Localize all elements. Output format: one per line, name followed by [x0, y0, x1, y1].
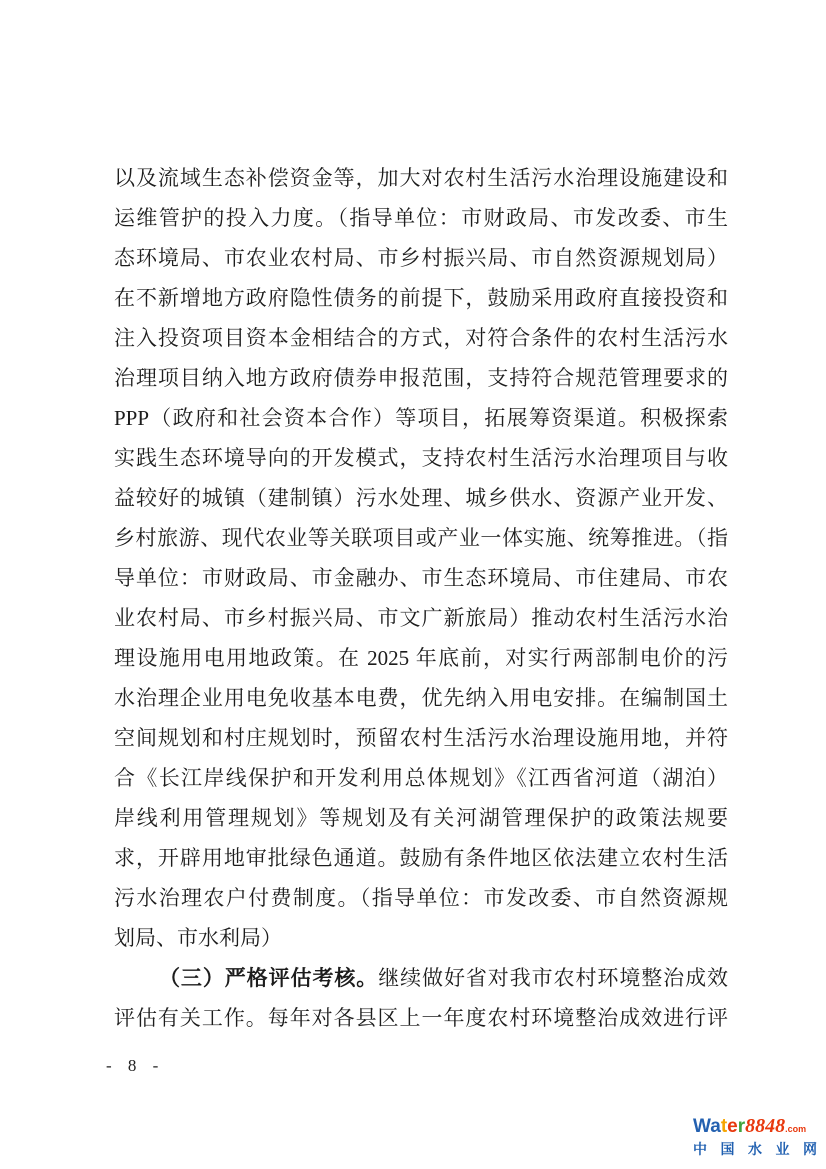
text-line: 实践生态环境导向的开发模式，支持农村生活污水治理项目与收: [114, 446, 728, 470]
text-line: 益较好的城镇（建制镇）污水处理、城乡供水、资源产业开发、: [114, 486, 728, 510]
brand-subtitle-char: 网: [803, 1141, 817, 1157]
text-line: 评估有关工作。每年对各县区上一年度农村环境整治成效进行评: [114, 1006, 728, 1030]
water8848-logo: [693, 1116, 817, 1157]
text-line: 态环境局、市农业农村局、市乡村振兴局、市自然资源规划局）: [114, 246, 728, 270]
text-line: PPP（政府和社会资本合作）等项目，拓展筹资渠道。积极探索: [114, 406, 728, 430]
text-line: 运维管护的投入力度。（指导单位：市财政局、市发改委、市生: [114, 206, 728, 230]
brand-letter: e: [727, 1116, 738, 1137]
text-line: （三）严格评估考核。继续做好省对我市农村环境整治成效: [159, 966, 729, 990]
brand-subtitle: [693, 1141, 817, 1157]
text-line: 水治理企业用电免收基本电费，优先纳入用电安排。在编制国土: [114, 686, 728, 710]
text-line: 求，开辟用地审批绿色通道。鼓励有条件地区依法建立农村生活: [114, 846, 728, 870]
brand-water-letters: [693, 1116, 745, 1137]
text-line: 乡村旅游、现代农业等关联项目或产业一体实施、统筹推进。（指: [114, 526, 728, 550]
text-line: 合《长江岸线保护和开发利用总体规划》《江西省河道（湖泊）: [114, 766, 728, 790]
text-line: 以及流域生态补偿资金等，加大对农村生活污水治理设施建设和: [114, 166, 728, 190]
brand-letter: a: [710, 1116, 721, 1137]
text-line: 理设施用电用地政策。在 2025 年底前，对实行两部制电价的污: [114, 646, 728, 670]
text-line: 空间规划和村庄规划时，预留农村生活污水治理设施用地，并符: [114, 726, 728, 750]
brand-letter: t: [720, 1116, 728, 1137]
brand-tld: .com: [785, 1124, 807, 1134]
brand-subtitle-char: 中: [693, 1141, 707, 1157]
text-line-bold-lead: （三）严格评估考核。: [159, 966, 379, 990]
text-line: 污水治理农户付费制度。（指导单位：市发改委、市自然资源规: [114, 886, 728, 910]
brand-wordmark: [693, 1116, 817, 1140]
text-line: 在不新增地方政府隐性债务的前提下，鼓励采用政府直接投资和: [114, 286, 728, 310]
brand-letter: r: [737, 1116, 746, 1137]
text-line: 划局、市水利局）: [114, 926, 282, 950]
brand-letter: W: [693, 1116, 711, 1137]
text-line: 岸线利用管理规划》等规划及有关河湖管理保护的政策法规要: [114, 806, 728, 830]
text-line: 导单位：市财政局、市金融办、市生态环境局、市住建局、市农: [114, 566, 728, 590]
text-line: 业农村局、市乡村振兴局、市文广新旅局）推动农村生活污水治: [114, 606, 728, 630]
brand-subtitle-char: 业: [775, 1141, 790, 1157]
page-number: - 8 -: [106, 1056, 165, 1075]
document-lines: [114, 158, 728, 1038]
brand-subtitle-char: 国: [720, 1141, 735, 1157]
brand-number: 8848: [745, 1115, 786, 1137]
text-line: 治理项目纳入地方政府债券申报范围，支持符合规范管理要求的: [114, 366, 728, 390]
text-line: 注入投资项目资本金相结合的方式，对符合条件的农村生活污水: [114, 326, 728, 350]
brand-subtitle-char: 水: [748, 1141, 762, 1157]
